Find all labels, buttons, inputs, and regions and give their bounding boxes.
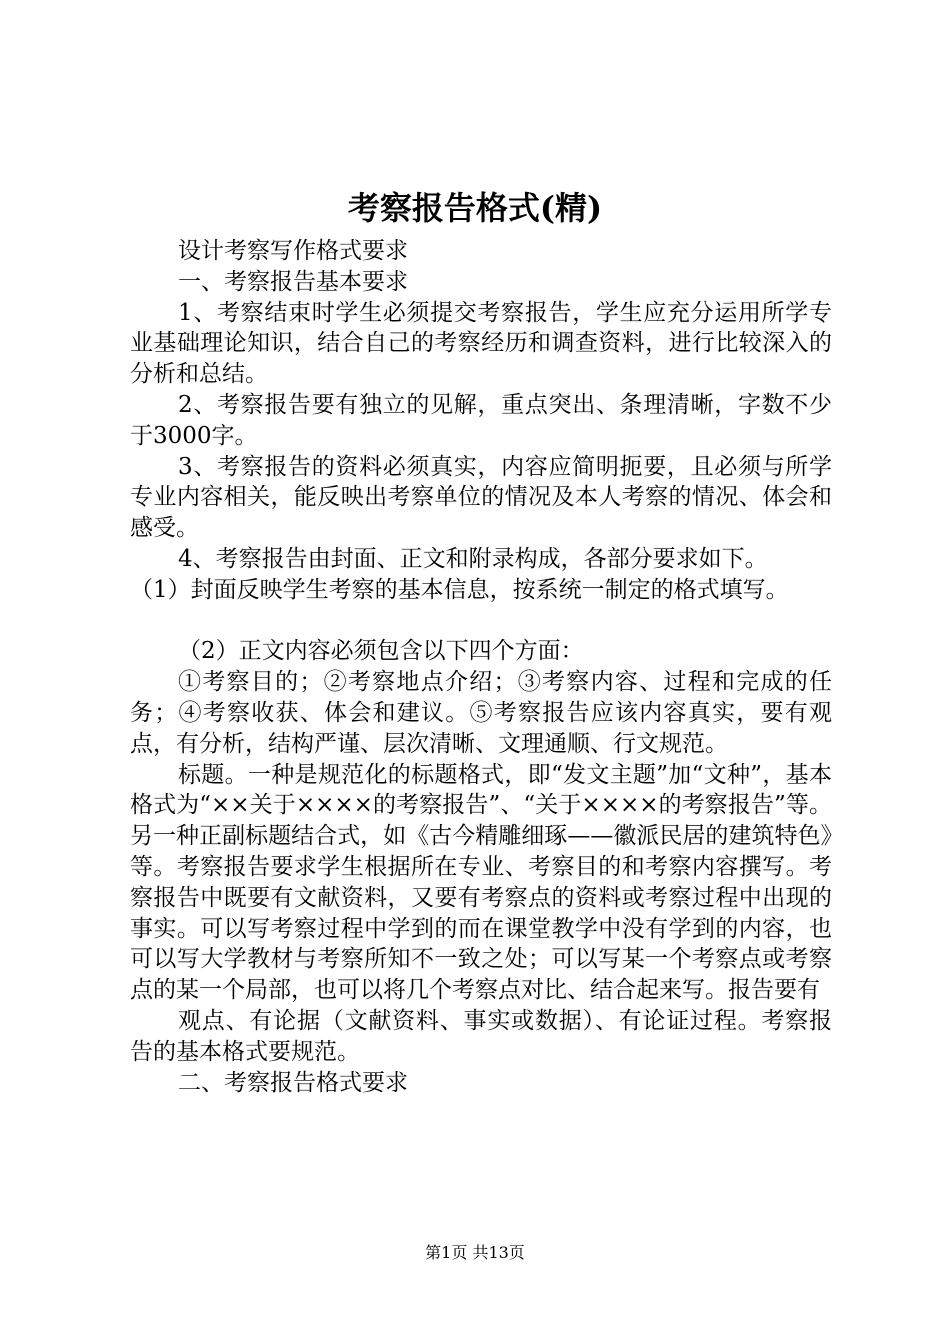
paragraph-requirement-4: 4、考察报告由封面、正文和附录构成，各部分要求如下。 xyxy=(178,545,768,572)
paragraph-viewpoints: 观点、有论据（文献资料、事实或数据）、有论证过程。考察报告的基本格式要规范。 xyxy=(130,1007,832,1065)
page-number: 第1页 共13页 xyxy=(425,1243,525,1262)
paragraph-requirement-3: 3、考察报告的资料必须真实，内容应简明扼要，且必须与所学专业内容相关，能反映出考察单位的情况及本人考察的情况、体会和感受。 xyxy=(130,453,832,542)
document-title: 考察报告格式(精) xyxy=(347,189,603,227)
paragraph-design-requirements: 设计考察写作格式要求 xyxy=(178,238,408,264)
blank-line xyxy=(130,606,832,637)
document-body xyxy=(130,236,832,1098)
section-heading-basic-requirements: 一、考察报告基本要求 xyxy=(178,268,408,295)
paragraph-body-content: （2）正文内容必须包含以下四个方面： xyxy=(178,638,584,665)
paragraph-requirement-1: 1、考察结束时学生必须提交考察报告，学生应充分运用所学专业基础理论知识，结合自己的考察经历和调查资料，进行比较深入的分析和总结。 xyxy=(130,299,832,388)
paragraph-cover: （1）封面反映学生考察的基本信息，按系统一制定的格式填写。 xyxy=(130,576,789,603)
paragraph-four-aspects: ①考察目的；②考察地点介绍；③考察内容、过程和完成的任务；④考察收获、体会和建议。⑤考察报告应该内容真实，要有观点，有分析，结构严谨、层次清晰、文理通顺、行文规范。 xyxy=(130,669,832,757)
paragraph-title-format: 标题。一种是规范化的标题格式，即“发文主题”加“文种”，基本格式为“××关于××××的考察报告”、“关于××××的考察报告”等。另一种正副标题结合式，如《古今精雕细琢——徽派民居的建筑特色》等。考察报告要求学生根据所在专业、考察目的和考察内容撰写。考察报告中既要有文献资料，又要有考察点的资料或考察过程中出现的事实。可以写考察过程中学到的而在课堂教学中没有学到的内容，也可以写大学教材与考察所知不一致之处；可以写某一个考察点或考察点的某一个局部，也可以将几个考察点对比、结合起来写。报告要有 xyxy=(130,761,832,1004)
paragraph-requirement-2: 2、考察报告要有独立的见解，重点突出、条理清晰，字数不少于3000字。 xyxy=(130,391,832,449)
section-heading-format-requirements: 二、考察报告格式要求 xyxy=(178,1069,408,1096)
